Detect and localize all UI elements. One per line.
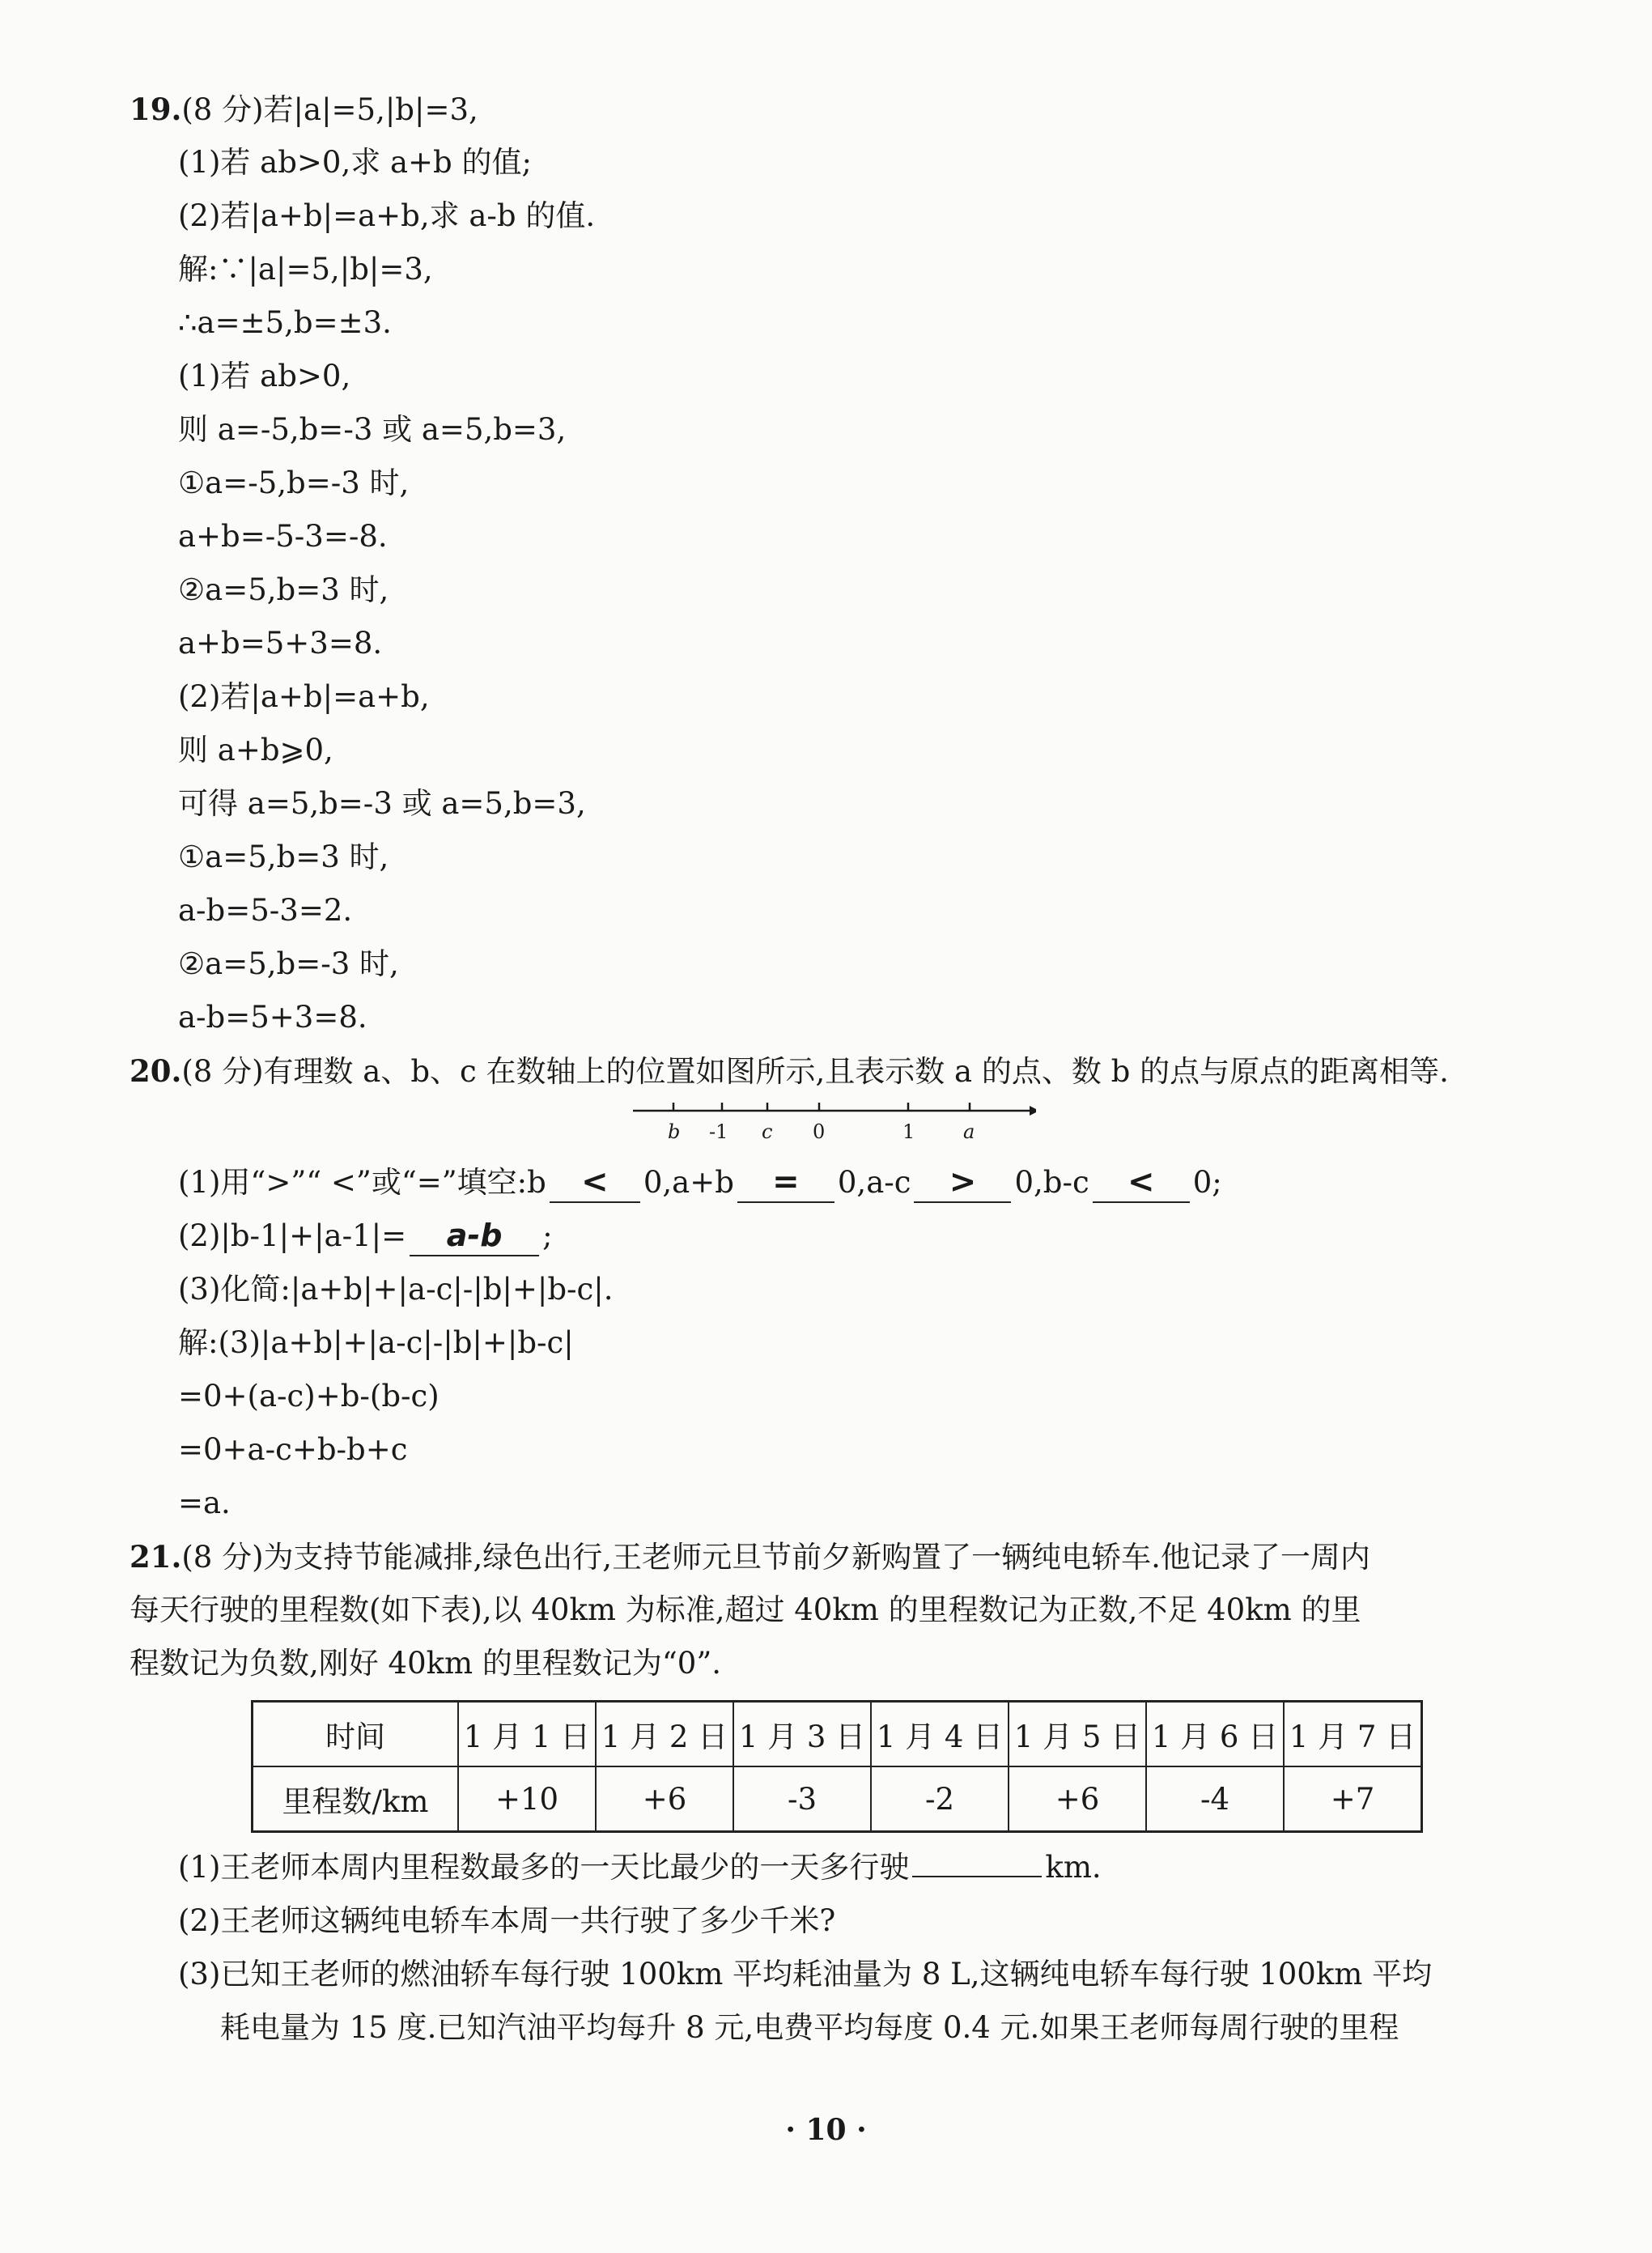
table-value-cell: +6 xyxy=(596,1766,733,1832)
table-value-cell: -4 xyxy=(1146,1766,1284,1832)
q19-sol-line: ②a=5,b=3 时, xyxy=(178,572,389,607)
q20-sol-line: =0+a-c+b-b+c xyxy=(178,1432,408,1467)
q20-sol-line: =0+(a-c)+b-(b-c) xyxy=(178,1379,440,1413)
q19-sol-line: a-b=5-3=2. xyxy=(178,893,353,928)
mileage-table xyxy=(251,1700,1423,1833)
table-date-cell: 1 月 4 日 xyxy=(871,1702,1009,1767)
q20-sub1-prefix: (1)用“>”“ <”或“=”填空:b xyxy=(178,1165,546,1200)
number-line-figure xyxy=(631,1098,1036,1146)
q19-sub1: (1)若 ab>0,求 a+b 的值; xyxy=(178,145,532,180)
q20-stem: (8 分)有理数 a、b、c 在数轴上的位置如图所示,且表示数 a 的点、数 b 的点与原点的距离相等. xyxy=(181,1054,1449,1089)
q19-sol-line: a+b=5+3=8. xyxy=(178,626,383,661)
q20-sub1-mid1: 0,a+b xyxy=(643,1165,734,1200)
answer-2: = xyxy=(772,1163,800,1201)
q19-sol-line: (2)若|a+b|=a+b, xyxy=(178,679,430,714)
q19-stem: (8 分)若|a|=5,|b|=3, xyxy=(181,92,478,127)
answer-blank-2 xyxy=(737,1163,834,1203)
axis-label-b: b xyxy=(668,1120,681,1143)
table-date-cell: 1 月 5 日 xyxy=(1009,1702,1146,1767)
table-value-cell: +7 xyxy=(1284,1766,1422,1832)
page-number: · 10 · xyxy=(785,2113,867,2147)
q19-sol-line: a-b=5+3=8. xyxy=(178,1000,367,1035)
q19-sol-line: ①a=5,b=3 时, xyxy=(178,840,389,874)
q20-sub1-mid3: 0,b-c xyxy=(1014,1165,1089,1200)
q20-sub2 xyxy=(178,1216,553,1256)
q19-sol-line: ①a=-5,b=-3 时, xyxy=(178,465,410,500)
table-header-label: 时间 xyxy=(253,1702,459,1767)
answer-5: a-b xyxy=(446,1218,503,1253)
q20-sol-line: =a. xyxy=(178,1486,231,1520)
q21-sub1-prefix: (1)王老师本周内里程数最多的一天比最少的一天多行驶 xyxy=(178,1850,910,1885)
answer-blank-6[interactable] xyxy=(912,1876,1042,1877)
table-date-cell: 1 月 7 日 xyxy=(1284,1702,1422,1767)
answer-1: < xyxy=(581,1163,609,1201)
q20-sub1-end: 0; xyxy=(1192,1165,1222,1200)
q21-stem-line-1 xyxy=(130,1537,1370,1578)
table-value-cell: +10 xyxy=(458,1766,596,1832)
q21-number: 21. xyxy=(130,1539,182,1575)
q19-sol-line: 可得 a=5,b=-3 或 a=5,b=3, xyxy=(178,786,586,821)
q19-stem-line xyxy=(130,89,478,130)
answer-blank-3 xyxy=(914,1163,1011,1203)
table-value-cell: -2 xyxy=(871,1766,1009,1832)
axis-label-neg1: -1 xyxy=(709,1120,728,1143)
q21-sub2: (2)王老师这辆纯电轿车本周一共行驶了多少千米? xyxy=(178,1903,836,1938)
q20-sol-line: 解:(3)|a+b|+|a-c|-|b|+|b-c| xyxy=(178,1325,574,1360)
q19-sol-line: (1)若 ab>0, xyxy=(178,359,351,393)
q21-stem-2: 每天行驶的里程数(如下表),以 40km 为标准,超过 40km 的里程数记为正数,不足 40km 的里 xyxy=(130,1592,1361,1627)
answer-3: > xyxy=(949,1163,977,1201)
table-date-cell: 1 月 3 日 xyxy=(733,1702,871,1767)
table-value-cell: -3 xyxy=(733,1766,871,1832)
q19-sol-line: ∴a=±5,b=±3. xyxy=(178,305,392,340)
axis-label-0: 0 xyxy=(813,1120,826,1143)
q21-sub3-line-1: (3)已知王老师的燃油轿车每行驶 100km 平均耗油量为 8 L,这辆纯电轿车每行驶 100km 平均 xyxy=(178,1957,1433,1992)
table-value-row xyxy=(253,1766,1422,1832)
q20-sub2-prefix: (2)|b-1|+|a-1|= xyxy=(178,1218,407,1253)
q20-number: 20. xyxy=(130,1053,182,1089)
answer-blank-5 xyxy=(410,1217,539,1256)
q19-sub2: (2)若|a+b|=a+b,求 a-b 的值. xyxy=(178,198,596,233)
answer-blank-4 xyxy=(1093,1163,1190,1203)
q21-sub3-line-2: 耗电量为 15 度.已知汽油平均每升 8 元,电费平均每度 0.4 元.如果王老师每周行驶的里程 xyxy=(220,2010,1399,2045)
axis-arrow-icon xyxy=(1030,1106,1036,1116)
q20-sub1-mid2: 0,a-c xyxy=(837,1165,911,1200)
table-value-cell: +6 xyxy=(1009,1766,1146,1832)
table-date-cell: 1 月 1 日 xyxy=(458,1702,596,1767)
table-date-cell: 1 月 6 日 xyxy=(1146,1702,1284,1767)
q21-sub1-end: km. xyxy=(1045,1850,1102,1885)
table-header-row xyxy=(253,1702,1422,1767)
q20-sub2-end: ; xyxy=(542,1218,553,1253)
q19-sol-line: 则 a=-5,b=-3 或 a=5,b=3, xyxy=(178,412,567,447)
answer-blank-1 xyxy=(550,1163,640,1203)
q19-number: 19. xyxy=(130,91,182,127)
q20-sub3: (3)化简:|a+b|+|a-c|-|b|+|b-c|. xyxy=(178,1272,614,1307)
table-date-cell: 1 月 2 日 xyxy=(596,1702,733,1767)
axis-label-a: a xyxy=(963,1120,975,1143)
q20-stem-line xyxy=(130,1051,1449,1092)
q21-sub1 xyxy=(178,1847,1102,1888)
q20-sub1 xyxy=(178,1163,1222,1203)
axis-label-1: 1 xyxy=(902,1120,915,1143)
q21-stem-3: 程数记为负数,刚好 40km 的里程数记为“0”. xyxy=(130,1646,722,1681)
table-row-label: 里程数/km xyxy=(253,1766,459,1832)
answer-4: < xyxy=(1127,1163,1155,1201)
q19-sol-line: 则 a+b⩾0, xyxy=(178,733,333,767)
q19-sol-line: 解:∵|a|=5,|b|=3, xyxy=(178,252,433,287)
q21-stem-1: (8 分)为支持节能减排,绿色出行,王老师元旦节前夕新购置了一辆纯电轿车.他记录了一周内 xyxy=(181,1540,1370,1575)
axis-label-c: c xyxy=(762,1120,773,1143)
q19-sol-line: ②a=5,b=-3 时, xyxy=(178,946,399,981)
q19-sol-line: a+b=-5-3=-8. xyxy=(178,519,388,554)
